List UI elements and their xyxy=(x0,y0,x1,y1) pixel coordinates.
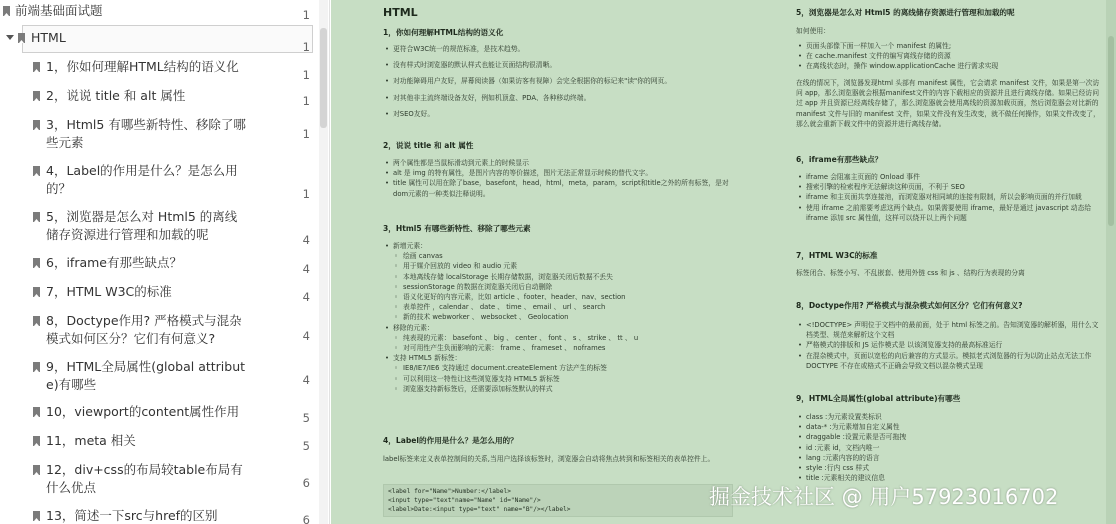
bookmark-icon xyxy=(3,6,10,16)
list-item: • title :元素相关的建议信息 xyxy=(796,473,1101,483)
list-item: • 对SEO友好。 xyxy=(383,109,733,119)
list-item: • lang :元素内容的的语言 xyxy=(796,453,1101,463)
outline-item-label: 2，说说 title 和 alt 属性 xyxy=(46,88,186,103)
section-list xyxy=(383,241,733,394)
list-item: ◦ sessionStorage 的数据在浏览器关闭后自动删除 xyxy=(383,282,733,292)
outline-page-number: 1 xyxy=(302,94,310,108)
section-heading: 6，iframe有那些缺点？ xyxy=(796,155,883,164)
bookmark-icon xyxy=(33,436,40,446)
section-paragraph: label标签来定义表单控制间的关系,当用户选择该标签时，浏览器会自动将焦点转到和标签相关的表单控件上。 xyxy=(383,455,715,463)
outline-page-number: 4 xyxy=(302,262,310,276)
list-item: • 使用 iframe 之前需要考虑这两个缺点。如果需要使用 iframe，最好是通过 javascript 动态给 iframe 添加 src 属性值，这样可以绕开以上两个问题 xyxy=(796,203,1101,223)
list-item: • alt 是 img 的特有属性，是图片内容的等价描述，图片无法正常显示时候的替代文字。 xyxy=(383,168,733,178)
outline-item-label: 10，viewport的content属性作用 xyxy=(46,404,240,419)
section-list xyxy=(796,412,1101,483)
bookmark-icon xyxy=(18,33,25,43)
outline-page-number: 6 xyxy=(302,513,310,524)
list-item: • 两个属性都是当鼠标滑动到元素上的时候显示 xyxy=(383,158,733,168)
list-item: • 移除的元素： xyxy=(383,323,733,333)
outline-item-label: 4，Label的作用是什么？是怎么用 的？ xyxy=(46,163,238,196)
list-item: • 搜索引擎的检索程序无法解读这种页面，不利于 SEO xyxy=(796,182,1101,192)
list-item: • 没有样式时浏览器的默认样式也能让页面结构很清晰。 xyxy=(383,60,733,70)
section-heading: 7，HTML W3C的标准 xyxy=(796,251,878,260)
list-item: • 页面头部像下面一样加入一个 manifest 的属性; xyxy=(796,41,1101,51)
list-item: ◦ 本地离线存储 localStorage 长期存储数据，浏览器关闭后数据不丢失 xyxy=(383,272,733,282)
outline-item-label: 11，meta 相关 xyxy=(46,433,136,448)
outline-scrollbar[interactable] xyxy=(319,0,328,524)
outline-page-number: 4 xyxy=(302,290,310,304)
outline-page-number: 5 xyxy=(302,439,310,453)
list-item: ◦ 表单控件 ，calendar 、 date 、 time 、 email 、 url 、 search xyxy=(383,302,733,312)
section-heading: 2，说说 title 和 alt 属性 xyxy=(383,141,474,150)
list-item: • 支持 HTML5 新标签： xyxy=(383,353,733,363)
section-heading: 3，Html5 有哪些新特性、移除了哪些元素 xyxy=(383,224,531,233)
outline-page-number: 4 xyxy=(302,233,310,247)
doc-title: HTML xyxy=(383,6,418,19)
document-left-column xyxy=(383,0,743,524)
list-item: • title 属性可以用在除了base，basefont，head，html，meta，param，script和title之外的所有标签，是对dom元素的一种类似注释说明。 xyxy=(383,178,733,198)
bookmark-icon xyxy=(33,316,40,326)
outline-page-number: 1 xyxy=(302,68,310,82)
bookmark-icon xyxy=(33,212,40,222)
code-block: <label for="Name">Number:</label> <input type="text"name="Name" id="Name"/> <label>Date:<input type="text" name="B"/></label> xyxy=(383,484,733,517)
section-heading: 1，你如何理解HTML结构的语义化 xyxy=(383,28,504,37)
outline-item-label: 6，iframe有那些缺点？ xyxy=(46,255,182,270)
list-item: • data-* :为元素增加自定义属性 xyxy=(796,422,1101,432)
section-paragraph: 标签闭合、标签小写、不乱嵌套、使用外链 css 和 js 、结构行为表现的分离 xyxy=(796,269,1025,277)
outline-item-label: 9，HTML全局属性(global attribut e)有哪些 xyxy=(46,359,246,392)
outline-page-number: 1 xyxy=(302,127,310,141)
document-scrollbar[interactable] xyxy=(1106,0,1116,524)
bookmark-icon xyxy=(33,258,40,268)
list-item: ◦ 用于媒介回放的 video 和 audio 元素 xyxy=(383,261,733,271)
list-item: ◦ 浏览器支持新标签后，还需要添加标签默认的样式 xyxy=(383,384,733,394)
list-item: • <!DOCTYPE> 声明位于文档中的最前面，处于 html 标签之前。告知浏览器的解析器，用什么文档类型、规范来解析这个文档 xyxy=(796,320,1101,340)
section-list xyxy=(383,44,733,119)
outline-item-label: 1，你如何理解HTML结构的语义化 xyxy=(46,59,239,74)
bookmark-icon xyxy=(33,407,40,417)
outline-group-label: HTML xyxy=(31,30,66,45)
bookmark-icon xyxy=(33,91,40,101)
bookmark-icon xyxy=(33,287,40,297)
outline-item-label: 8，Doctype作用? 严格模式与混杂 模式如何区分？它们有何意义? xyxy=(46,313,242,346)
bookmark-outline-panel xyxy=(0,0,330,524)
outline-page-number: 4 xyxy=(302,329,310,343)
list-item: ◦ 新的技术 webworker 、 websocket 、 Geolocation xyxy=(383,312,733,322)
list-item: • iframe 会阻塞主页面的 Onload 事件 xyxy=(796,172,1101,182)
list-item: • 严格模式的排版和 JS 运作模式是 以该浏览器支持的最高标准运行 xyxy=(796,340,1101,350)
section-heading: 9，HTML全局属性(global attribute)有哪些 xyxy=(796,394,961,403)
document-page xyxy=(331,0,1116,524)
section-heading: 8，Doctype作用? 严格模式与混杂模式如何区分？它们有何意义? xyxy=(796,301,1023,310)
outline-item-label: 5，浏览器是怎么对 Html5 的离线 储存资源进行管理和加载的呢 xyxy=(46,209,238,242)
outline-page-number: 6 xyxy=(302,476,310,490)
list-item: • 在离线状态时，操作 window.applicationCache 进行需求实现 xyxy=(796,61,1101,71)
outline-page-number: 1 xyxy=(302,187,310,201)
list-item: • 对功能障碍用户友好，屏幕阅读器（如果访客有视障）会完全根据你的标记来"读"你的网页。 xyxy=(383,76,733,86)
section-list xyxy=(796,41,1101,72)
list-item: ◦ 纯表现的元素： basefont 、 big 、 center 、 font 、 s 、 strike 、 tt 、 u xyxy=(383,333,733,343)
outline-item-label: 3，Html5 有哪些新特性、移除了哪 些元素 xyxy=(46,117,246,150)
list-item: ◦ 绘画 canvas xyxy=(383,251,733,261)
outline-page-number: 4 xyxy=(302,373,310,387)
list-item: • 更符合W3C统一的规范标准，是技术趋势。 xyxy=(383,44,733,54)
list-item: • 新增元素： xyxy=(383,241,733,251)
bookmark-icon xyxy=(33,62,40,72)
outline-item-label: 7，HTML W3C的标准 xyxy=(46,284,172,299)
bookmark-icon xyxy=(33,511,40,521)
outline-root-label: 前端基础面试题 xyxy=(15,3,103,18)
document-right-column xyxy=(796,0,1108,524)
bookmark-icon xyxy=(33,362,40,372)
list-item: ◦ 对可用性产生负面影响的元素： frame 、 frameset 、 noframes xyxy=(383,343,733,353)
document-scrollbar-thumb[interactable] xyxy=(1108,36,1114,226)
section-paragraph: 在线的情况下，浏览器发现html 头部有 manifest 属性，它会请求 manifest 文件，如果是第一次访问 app，那么浏览器就会根据manifest文件的内容下载相应的资源并且进行离线存储。如果已经访问过 app 并且资源已经离线存储了，那么浏览器就会使用离线的资源加载页面，然后浏览器会对比新的 manifest 文件与旧的 manifest 文件，如果文件没有发生改变，就不做任何操作，如果文件改变了，那么就会重新下载文件中的资源并进行离线存储。 xyxy=(796,79,1100,128)
list-item: ◦ IE8/IE7/IE6 支持通过 document.createElement 方法产生的标签 xyxy=(383,363,733,373)
list-item: • 在混杂模式中，页面以宽松的向后兼容的方式显示。模拟老式浏览器的行为以防止站点无法工作 DOCTYPE 不存在或格式不正确会导致文档以混杂模式呈现 xyxy=(796,351,1101,371)
list-item: • 对其他非主流终端设备友好，例如机顶盒、PDA、各种移动终端。 xyxy=(383,93,733,103)
list-item: • iframe 和主页面共享连接池，而浏览器对相同域的连接有限制，所以会影响页面的并行加载 xyxy=(796,192,1101,202)
outline-page-number: 1 xyxy=(302,40,310,54)
section-list xyxy=(796,172,1101,223)
bookmark-icon xyxy=(33,166,40,176)
list-item: ◦ 可以利用这一特性让这些浏览器支持 HTML5 新标签 xyxy=(383,374,733,384)
section-list xyxy=(383,158,733,199)
section-paragraph: 如何使用： xyxy=(796,27,830,35)
section-list xyxy=(796,320,1101,371)
section-heading: 5，浏览器是怎么对 Html5 的离线储存资源进行管理和加载的呢 xyxy=(796,8,1015,17)
outline-item-label: 13，简述一下src与href的区别 xyxy=(46,508,218,523)
bookmark-icon xyxy=(33,465,40,475)
outline-item-label: 12，div+css的布局较table布局有 什么优点 xyxy=(46,462,243,495)
list-item: • style :行内 css 样式 xyxy=(796,463,1101,473)
watermark: 掘金技术社区 @ 用户57923016702 xyxy=(709,485,1059,509)
outline-page-number: 1 xyxy=(302,8,310,22)
list-item: • draggable :设置元素是否可拖拽 xyxy=(796,432,1101,442)
bookmark-icon xyxy=(33,120,40,130)
list-item: • 在 cache.manifest 文件的编写离线存储的资源 xyxy=(796,51,1101,61)
list-item: • class :为元素设置类标识 xyxy=(796,412,1101,422)
section-heading: 4，Label的作用是什么？是怎么用的？ xyxy=(383,436,518,445)
list-item: • id :元素 id，文档内唯一 xyxy=(796,443,1101,453)
list-item: ◦ 语义化更好的内容元素，比如 article 、footer、header、nav、section xyxy=(383,292,733,302)
outline-page-number: 5 xyxy=(302,411,310,425)
collapse-arrow-icon[interactable] xyxy=(6,35,14,40)
outline-scrollbar-thumb[interactable] xyxy=(320,28,327,128)
